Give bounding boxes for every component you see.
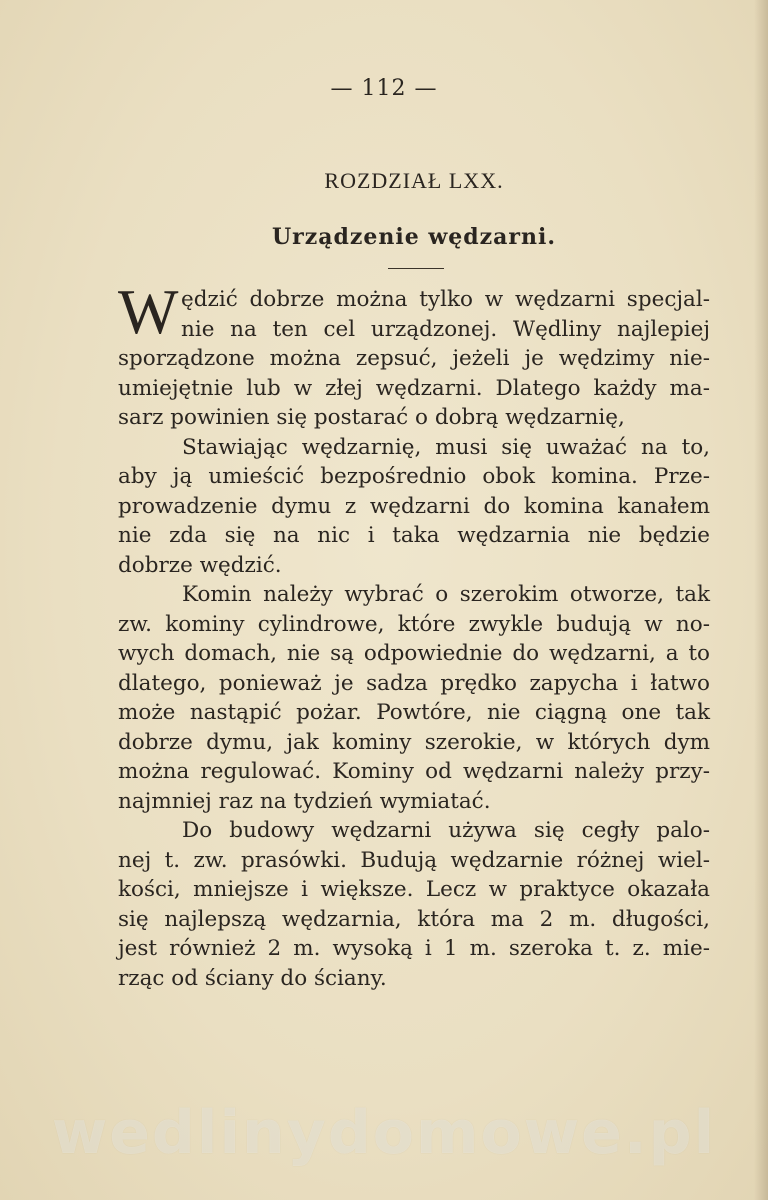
text-line: zw. kominy cylindrowe, które zwykle budują w no-: [118, 611, 710, 637]
text-line: ędzić dobrze można tylko w wędzarni specjal-: [181, 287, 710, 312]
body-text: [118, 285, 710, 993]
chapter-heading: ROZDZIAŁ LXX.: [324, 168, 504, 193]
text-line: sporządzone można zepsuć, jeżeli je wędzimy nie-: [118, 346, 710, 371]
text-line: jest również 2 m. wysoką i 1 m. szeroka t. z. mie-: [118, 936, 710, 961]
title-divider: [388, 268, 444, 269]
text-line: nie na ten cel urządzonej. Wędliny najlepiej: [181, 316, 710, 342]
page-number: — 112 —: [330, 76, 438, 101]
text-line: umiejętnie lub w złej wędzarni. Dlatego każdy ma-: [118, 375, 710, 401]
text-line: można regulować. Kominy od wędzarni należy przy-: [118, 759, 710, 784]
text-line: dobrze dymu, jak kominy szerokie, w których dym: [118, 729, 710, 755]
text-line: dlatego, ponieważ je sadza prędko zapycha i łatwo: [118, 670, 710, 696]
text-line: dobrze wędzić.: [118, 552, 282, 578]
text-line: aby ją umieścić bezpośrednio obok komina. Prze-: [118, 464, 710, 489]
watermark: wedlinydomowe.pl: [51, 1098, 717, 1168]
text-line: się najlepszą wędzarnia, która ma 2 m. długości,: [118, 906, 710, 932]
section-title: Urządzenie wędzarni.: [271, 224, 557, 250]
text-line: Stawiając wędzarnię, musi się uważać na to,: [182, 434, 710, 460]
text-line: prowadzenie dymu z wędzarni do komina kanałem: [118, 493, 710, 519]
text-line: sarz powinien się postarać o dobrą wędzarnię,: [118, 405, 625, 430]
drop-cap: W: [118, 276, 179, 347]
text-line: Do budowy wędzarni używa się cegły palo-: [182, 818, 710, 843]
text-line: najmniej raz na tydzień wymiatać.: [118, 788, 491, 814]
text-line: kości, mniejsze i większe. Lecz w praktyce okazała: [118, 877, 710, 902]
text-line: Komin należy wybrać o szerokim otworze, tak: [182, 582, 710, 607]
text-line: wych domach, nie są odpowiednie do wędzarni, a to: [118, 641, 710, 666]
text-line: nie zda się na nic i taka wędzarnia nie będzie: [118, 523, 710, 548]
text-line: rząc od ściany do ściany.: [118, 965, 387, 991]
text-line: nej t. zw. prasówki. Budują wędzarnie różnej wiel-: [118, 847, 710, 873]
text-line: może nastąpić pożar. Powtóre, nie ciągną one tak: [118, 700, 710, 725]
